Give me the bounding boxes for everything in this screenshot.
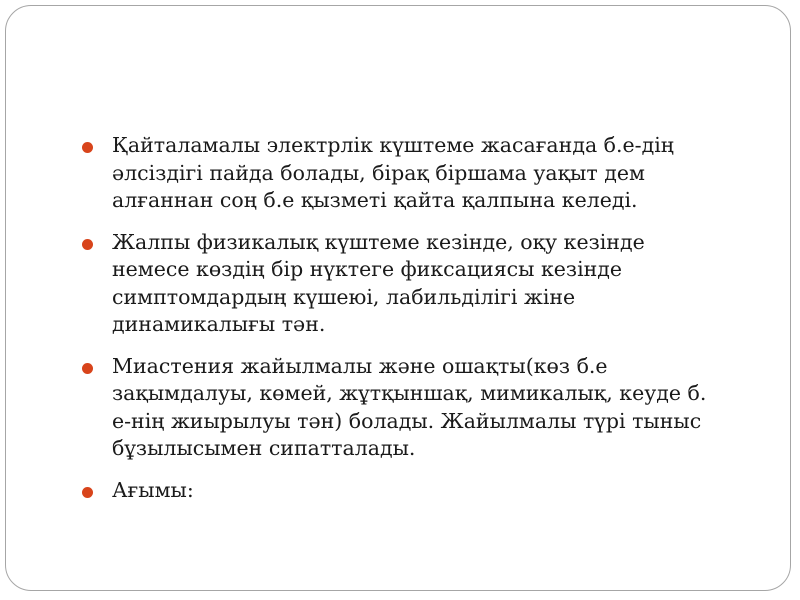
text-line: динамикалығы тән. <box>112 312 326 336</box>
bullet-text <box>112 353 752 463</box>
text-line: симптомдардың күшеюі, лабильділігі жіне <box>112 284 576 309</box>
text-line: е-нің жиырылуы тән) болады. Жайылмалы түрі тыныс <box>112 408 702 433</box>
bullet-dot-icon <box>82 487 93 498</box>
bullet-dot-icon <box>82 363 93 374</box>
bullet-text <box>112 477 752 505</box>
bullet-item-4 <box>82 477 752 505</box>
text-line: әлсіздігі пайда болады, бірақ біршама уақыт дем <box>112 160 645 185</box>
bullet-dot-icon <box>82 239 93 250</box>
bullet-item-2 <box>82 229 752 339</box>
bullet-dot-icon <box>82 142 93 153</box>
bullet-item-3 <box>82 353 752 463</box>
bullet-text <box>112 229 752 339</box>
text-line: Миастения жайылмалы және ошақты(көз б.е <box>112 353 608 378</box>
slide-content <box>82 132 752 518</box>
bullet-list <box>82 132 752 504</box>
text-line: немесе көздің бір нүктеге фиксациясы кезінде <box>112 257 623 281</box>
bullet-item-1 <box>82 132 752 215</box>
text-line: алғаннан соң б.е қызметі қайта қалпына келеді. <box>112 188 638 212</box>
text-line: бұзылысымен сипатталады. <box>112 436 416 460</box>
text-line: Жалпы физикалық күштеме кезінде, оқу кезінде <box>112 229 645 254</box>
text-line: зақымдалуы, көмей, жұтқыншақ, мимикалық, кеуде б. <box>112 381 707 405</box>
text-line: Қайталамалы электрлік күштеме жасағанда б.е-дің <box>112 133 674 157</box>
text-line: Ағымы: <box>112 477 194 502</box>
bullet-text <box>112 132 752 215</box>
